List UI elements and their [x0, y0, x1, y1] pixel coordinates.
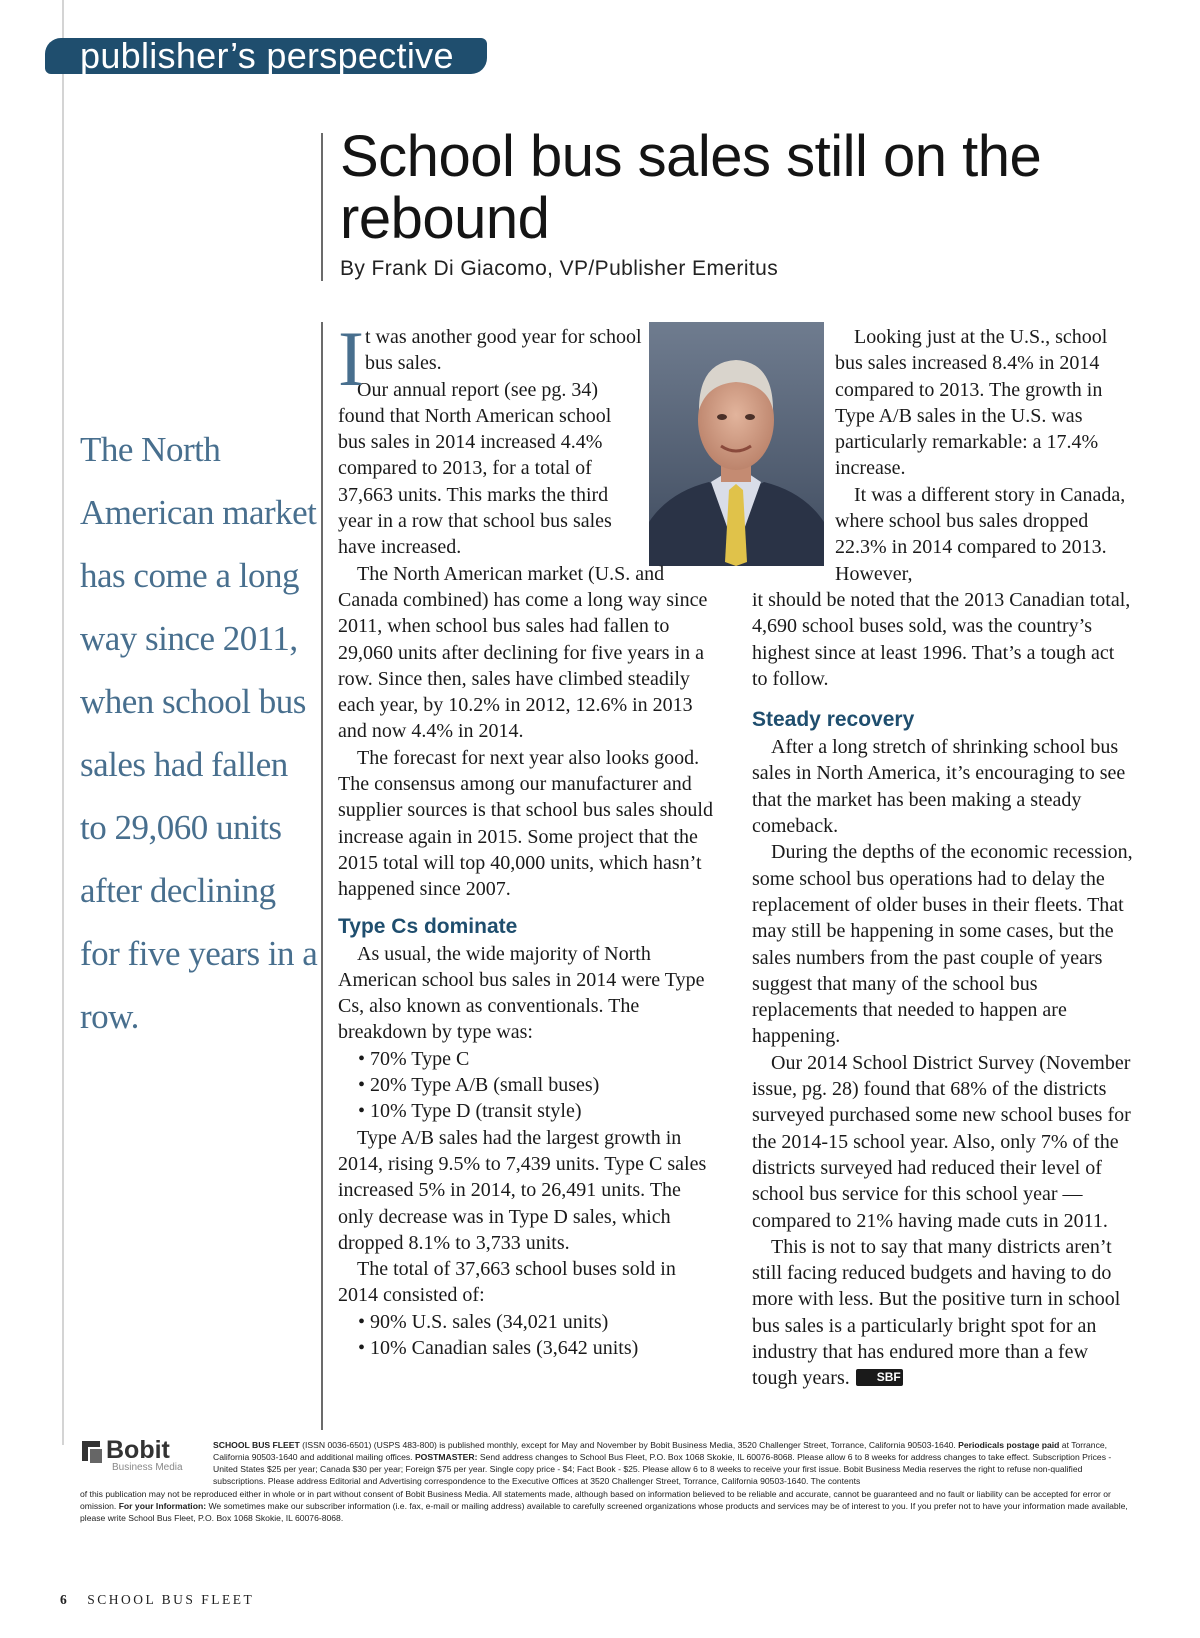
legal-notice [213, 1439, 1128, 1487]
headline-rule [321, 133, 323, 281]
column-rule [321, 322, 323, 1430]
sales-split-list [338, 1309, 716, 1362]
list-item: • 90% U.S. sales (34,021 units) [358, 1310, 609, 1333]
article-byline: By Frank Di Giacomo, VP/Publisher Emeritus [340, 257, 779, 280]
legal-text: We sometimes make our subscriber information (i.e. fax, e-mail or mailing address) available to carefully screened organizations whose products and services may be of interest to you. If you prefer not to have your information made available, please write School Bus Fleet, P.O. Box 1068 Skokie, IL 60076-8068. [80, 1501, 1128, 1523]
legal-text: of this publication may not be reproduced either in whole or in part without consent of Bobit Business Media. All statements made, although based on information believed to be reliable and accurate, cannot be guaranteed and no fault or liability can be accepted for error or omission. [80, 1489, 1111, 1511]
logo-wordmark: Bobit [106, 1436, 170, 1464]
legal-text: (ISSN 0036-6501) (USPS 483-800) is published monthly, except for May and November by Bobit Business Media, 3520 Challenger Street, Torrance, California 90503-1640. [299, 1440, 959, 1450]
paragraph: The total of 37,663 school buses sold in 2014 consisted of: [338, 1258, 676, 1307]
left-margin-rule [62, 0, 64, 1445]
paragraph: The forecast for next year also looks good. The consensus among our manufacturer and supplier sources is that school bus sales should increase again in 2015. Some project that the 2015 total will top 40,000 units, which hasn’t happened since 2007. [338, 746, 713, 901]
drop-cap: I [338, 315, 364, 402]
subhead-steady-recovery: Steady recovery [752, 708, 915, 732]
bobit-logo-icon [80, 1439, 104, 1465]
legal-bold: For your Information: [118, 1501, 207, 1511]
closing-text: This is not to say that many districts aren’t still facing reduced budgets and having to do more with less. But the positive turn in school bus sales is a particularly bright spot for an industry that has endured more than a few tough years. [752, 1235, 1121, 1390]
paragraph: After a long stretch of shrinking school bus sales in North America, it’s encouraging to see that the market has been making a steady comeback. [752, 736, 1126, 838]
article-column-right [752, 324, 1134, 1392]
page-number: 6 [60, 1592, 70, 1607]
list-item: • 10% Canadian sales (3,642 units) [358, 1336, 639, 1359]
legal-notice-continued [80, 1488, 1128, 1524]
list-item: • 20% Type A/B (small buses) [358, 1074, 600, 1097]
section-label: publisher’s perspective [45, 38, 487, 74]
paragraph: It was a different story in Canada, where school bus sales dropped 22.3% in 2014 compared to 2013. However, [835, 483, 1126, 585]
paragraph: Type A/B sales had the largest growth in 2014, rising 9.5% to 7,439 units. Type C sales increased 5% in 2014, to 26,491 units. The only decrease was in Type D sales, which dropped 8.1% to 3,733 units. [338, 1126, 707, 1254]
type-breakdown-list [338, 1046, 716, 1125]
end-mark: SBF [856, 1369, 903, 1386]
paragraph: As usual, the wide majority of North American school bus sales in 2014 were Type Cs, also known as conventionals. The breakdown by type was: [338, 942, 705, 1044]
publication-footer: SCHOOL BUS FLEET [87, 1592, 255, 1607]
paragraph: Our annual report (see pg. 34) found that North American school bus sales in 2014 increased 4.4% compared to 2013, for a total of 37,663 units. This marks the third year in a row that school bus sales have increased. [338, 378, 612, 559]
article-headline: School bus sales still on the rebound [340, 124, 1042, 251]
paragraph: it should be noted that the 2013 Canadian total, 4,690 school buses sold, was the country’s highest since at least 1996. That’s a tough act to follow. [752, 588, 1131, 690]
list-item: • 10% Type D (transit style) [358, 1100, 582, 1123]
list-item: • 70% Type C [358, 1047, 470, 1070]
subhead-type-cs: Type Cs dominate [338, 914, 518, 938]
publisher-logo [80, 1437, 200, 1473]
page-footer [60, 1592, 254, 1608]
logo-subtitle: Business Media [112, 1462, 183, 1473]
legal-text: at Torrance, California 90503-1640 and additional mailing offices. [213, 1440, 1108, 1462]
legal-bold: Periodicals postage paid [958, 1440, 1060, 1450]
article-column-left [338, 315, 716, 1361]
legal-text: Send address changes to School Bus Fleet, P.O. Box 1068 Skokie, IL 60076-8068. Please allow 6 to 8 weeks for address changes to take effect. Subscription Prices - United States $25 per year; Canada $30 per year; Foreign $75 per year. Single copy price - $4; Fact Book - $25. Please allow 6 to 8 weeks to receive your first issue. Bobit Business Media reserves the right to refuse non-qualified subscriptions. Please address Editorial and Advertising correspondence to the Executive Offices at 3520 Challenger Street, Torrance, California 90503-1640. The contents [213, 1452, 1112, 1486]
paragraph: Looking just at the U.S., school bus sales increased 8.4% in 2014 compared to 2013. The growth in Type A/B sales in the U.S. was particularly remarkable: a 17.4% increase. [835, 326, 1108, 480]
legal-bold: POSTMASTER: [414, 1452, 478, 1462]
paragraph: During the depths of the economic recession, some school bus operations had to delay the replacement of older buses in their fleets. That may still be happening in some cases, but the sales numbers from the past couple of years suggest that many of the school bus replacements that needed to happen are happening. [752, 841, 1133, 1048]
paragraph: The North American market (U.S. and Canada combined) has come a long way since 2011, when school bus sales had fallen to 29,060 units after declining for five years in a row. Since then, sales have climbed steadily each year, by 10.2% in 2012, 12.6% in 2013 and now 4.4% in 2014. [338, 562, 708, 743]
paragraph: Our 2014 School District Survey (November issue, pg. 28) found that 68% of the districts surveyed purchased some new school buses for the 2014-15 school year. Also, only 7% of the districts surveyed had reduced their level of school bus service for this school year — compared to 21% having made cuts in 2011. [752, 1051, 1131, 1232]
publication-name: SCHOOL BUS FLEET [213, 1440, 300, 1450]
pull-quote: The North American market has come a long way since 2011, when school bus sales had fallen to 29,060 units after declining for five years in a row. [80, 430, 318, 1036]
paragraph [752, 1234, 1134, 1392]
paragraph: t was another good year for school bus sales. [365, 326, 642, 375]
